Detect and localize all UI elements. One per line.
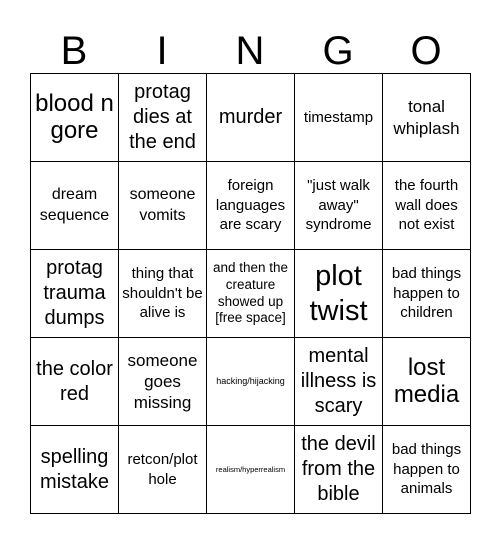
cell-text: protag trauma dumps [43, 257, 106, 329]
cell-text: the devil from the bible [301, 433, 376, 505]
bingo-cell[interactable] [31, 74, 119, 162]
bingo-cell[interactable] [207, 426, 295, 514]
bingo-cell[interactable] [119, 426, 207, 514]
cell-text: blood n gore [35, 89, 114, 144]
cell-text: the color red [36, 357, 113, 405]
header-letter-o: O [410, 29, 442, 73]
cell-text: hacking/hijacking [216, 376, 285, 387]
bingo-cell[interactable] [207, 74, 295, 162]
bingo-cell[interactable] [383, 426, 471, 514]
cell-text: retcon/plot hole [127, 451, 198, 488]
bingo-cell[interactable] [31, 250, 119, 338]
cell-text: thing that shouldn't be alive is [122, 265, 203, 322]
bingo-cell[interactable] [119, 250, 207, 338]
cell-text: bad things happen to animals [391, 441, 462, 498]
bingo-cell[interactable] [119, 74, 207, 162]
bingo-cell[interactable] [119, 162, 207, 250]
bingo-cell[interactable] [31, 426, 119, 514]
header-letter-i: I [156, 29, 168, 73]
cell-text: someone vomits [129, 185, 196, 224]
bingo-cell[interactable] [383, 250, 471, 338]
cell-text: murder [218, 106, 283, 128]
bingo-grid [30, 73, 471, 514]
cell-text: someone goes missing [127, 350, 198, 413]
bingo-cell[interactable] [295, 426, 383, 514]
bingo-cell[interactable] [295, 74, 383, 162]
cell-text: dream sequence [39, 185, 110, 224]
cell-text: spelling mistake [40, 445, 109, 493]
cell-text: mental illness is scary [300, 345, 377, 417]
bingo-cell[interactable] [295, 250, 383, 338]
cell-text: lost media [393, 353, 460, 408]
bingo-cell[interactable] [383, 338, 471, 426]
cell-text: realism/hyperrealism [215, 465, 286, 474]
bingo-cell[interactable] [31, 162, 119, 250]
bingo-header [30, 28, 470, 74]
header-letter-b: B [60, 29, 88, 73]
bingo-cell[interactable] [119, 338, 207, 426]
bingo-cell[interactable] [295, 162, 383, 250]
cell-text: protag dies at the end [129, 81, 196, 153]
header-letter-n: N [235, 29, 265, 73]
cell-text: timestamp [303, 108, 374, 126]
bingo-cell[interactable] [383, 162, 471, 250]
cell-text: tonal whiplash [393, 97, 460, 138]
bingo-cell[interactable] [207, 338, 295, 426]
cell-text: "just walk away" syndrome [305, 177, 372, 234]
bingo-cell[interactable] [295, 338, 383, 426]
cell-text: the fourth wall does not exist [394, 177, 459, 234]
bingo-cell[interactable] [207, 250, 295, 338]
cell-text: plot twist [309, 259, 368, 327]
cell-text: bad things happen to children [391, 265, 462, 322]
header-letter-g: G [322, 29, 354, 73]
bingo-cell[interactable] [31, 338, 119, 426]
bingo-cell[interactable] [383, 74, 471, 162]
bingo-cell[interactable] [207, 162, 295, 250]
cell-text: foreign languages are scary [215, 177, 286, 234]
cell-text: and then the creature showed up [free space] [212, 259, 289, 326]
